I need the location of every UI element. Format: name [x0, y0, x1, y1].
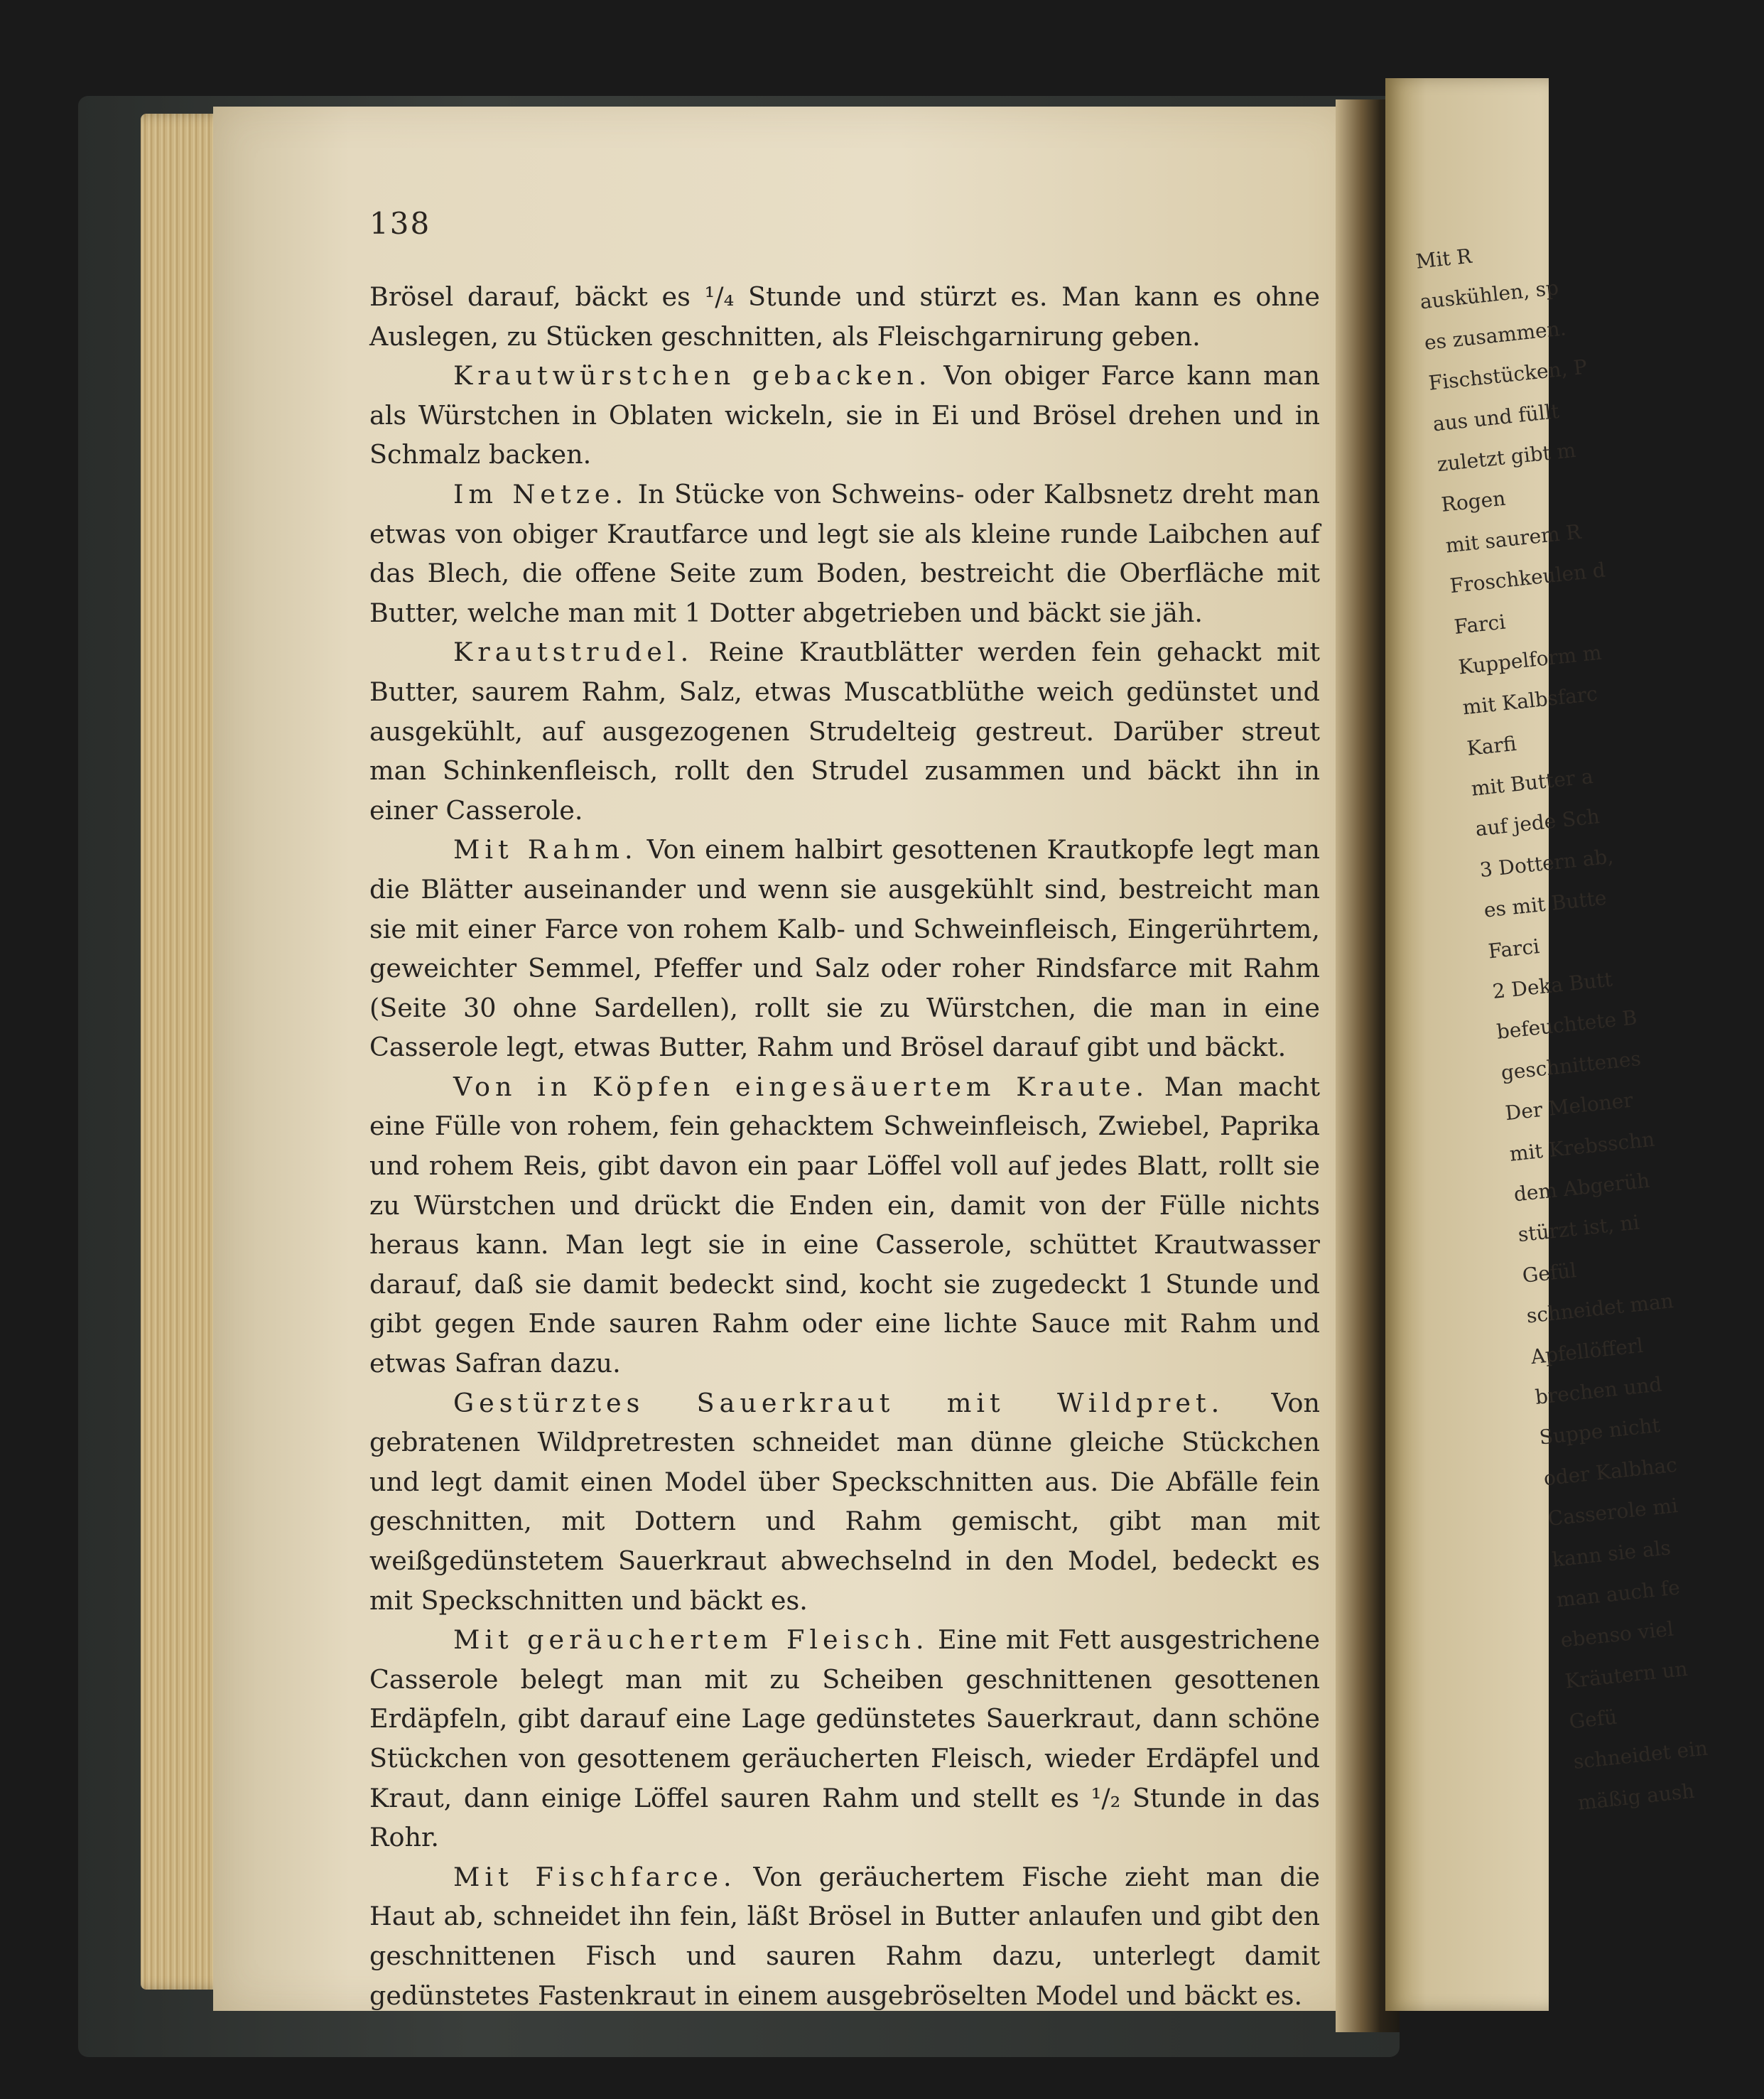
- paragraph-heading: Gestürztes Sauerkraut mit Wildpret.: [453, 1387, 1225, 1418]
- facing-page-line: es mit Butte: [1483, 886, 1608, 922]
- facing-page-line: Karfi: [1466, 731, 1517, 760]
- facing-page-line: Kräutern un: [1564, 1656, 1689, 1693]
- paragraph-text: Von geräuchertem Fische zieht man die Haut ab, schneidet ihn fein, läßt Brösel in Butter anlaufen und gibt den geschnittenen Fisch und sauren Rahm dazu, unterlegt damit gedünstetes Fastenkraut in einem ausgebröselten Model und bäckt es.: [369, 1861, 1320, 2011]
- facing-page-line: Apfellöfferl: [1530, 1333, 1645, 1369]
- facing-page-line: Gefü: [1568, 1705, 1618, 1734]
- facing-page-line: mit Krebsschn: [1508, 1127, 1656, 1166]
- paragraph-heading: Von in Köpfen eingesäuertem Kraute.: [453, 1071, 1149, 1102]
- facing-page-line: es zusammen.: [1423, 316, 1567, 355]
- paragraph-text: In Stücke von Schweins- oder Kalbsnetz dreht man etwas von obiger Krautfarce und legt sie als kleine runde Laibchen auf das Blech, die offene Seite zum Boden, bestreicht die Oberfläche mit Butter, welche man mit 1 Dotter abgetrieben und bäckt sie jäh.: [369, 478, 1320, 628]
- facing-page-line: mäßig aush: [1576, 1779, 1696, 1815]
- paragraph: [369, 1620, 1320, 1857]
- paragraph-text: Von einem halbirt gesottenen Krautkopfe legt man die Blätter auseinander und wenn sie ausgekühlt sind, bestreicht man sie mit einer Farce von rohem Kalb- und Schweinfleisch, Eingerührtem, geweichter Semmel, Pfeffer und Salz oder roher Rindsfarce mit Rahm (Seite 30 ohne Sardellen), rollt sie zu Würstchen, die man in eine Casserole legt, etwas Butter, Rahm und Brösel darauf gibt und bäckt.: [369, 834, 1320, 1063]
- facing-page-line: Froschkeulen d: [1449, 558, 1607, 598]
- paragraph-heading: Mit Fischfarce.: [453, 1861, 737, 1892]
- paragraph-heading: Im Netze.: [453, 478, 629, 509]
- paragraph-heading: Krautstrudel.: [453, 637, 694, 668]
- facing-page-line: 3 Dottern ab,: [1478, 844, 1615, 882]
- facing-page-line: zuletzt gibt m: [1436, 438, 1577, 477]
- facing-page-line: Der Meloner: [1504, 1088, 1635, 1126]
- facing-page-line: Mit R: [1414, 244, 1473, 274]
- facing-page-line: Farci: [1453, 610, 1507, 639]
- page-body-text: [369, 277, 1320, 2015]
- paragraph-heading: Mit geräuchertem Fleisch.: [453, 1624, 929, 1656]
- facing-page-line: kann sie als: [1551, 1535, 1672, 1572]
- paragraph-text: Eine mit Fett ausgestrichene Casserole belegt man mit zu Scheiben geschnittenen gesottenen Erdäpfeln, gibt darauf eine Lage gedünstetes Sauerkraut, dann schöne Stückchen von gesottenem geräucherten Fleisch, wieder Erdäpfel und Kraut, dann einige Löffel sauren Rahm und stellt es ¹/₂ Stunde in das Rohr.: [369, 1624, 1320, 1853]
- facing-page-line: Kuppelform m: [1457, 640, 1603, 679]
- facing-page-line: stürzt ist, ni: [1517, 1210, 1641, 1247]
- facing-page-line: auf jede Sch: [1474, 804, 1601, 841]
- facing-page-line: schneidet man: [1525, 1289, 1675, 1328]
- paragraph-text: Brösel darauf, bäckt es ¹/₄ Stunde und stürzt es. Man kann es ohne Auslegen, zu Stücken geschnitten, als Fleischgarnirung geben.: [369, 281, 1320, 352]
- facing-page-text: [1414, 222, 1764, 1823]
- paragraph-heading: Mit Rahm.: [453, 834, 638, 865]
- paragraph: [369, 1067, 1320, 1383]
- paragraph: [369, 356, 1320, 475]
- facing-page-line: man auch fe: [1555, 1575, 1682, 1612]
- facing-page-line: dem Abgerüh: [1513, 1168, 1651, 1207]
- paragraph-heading: Krautwürstchen gebacken.: [453, 360, 932, 392]
- paragraph: [369, 277, 1320, 356]
- facing-page-line: ebenso viel: [1559, 1617, 1675, 1653]
- paragraph: [369, 1857, 1320, 2015]
- facing-page-line: mit Butter a: [1470, 764, 1595, 801]
- paragraph: [369, 830, 1320, 1067]
- facing-page-line: Suppe nicht: [1538, 1413, 1662, 1450]
- facing-page-line: brechen und: [1534, 1372, 1663, 1409]
- facing-page-line: Fischstücken, P: [1427, 355, 1589, 395]
- facing-page-line: Farci: [1487, 934, 1541, 964]
- facing-page-line: Rogen: [1440, 486, 1507, 517]
- paragraph-text: Von gebratenen Wildpretresten schneidet man dünne gleiche Stückchen und legt damit einen Model über Speckschnitten aus. Die Abfälle fein geschnitten, mit Dottern und Rahm gemischt, gibt man mit weißgedünstetem Sauerkraut abwechselnd in den Model, bedeckt es mit Speckschnitten und bäckt es.: [369, 1387, 1321, 1616]
- facing-page-line: schneidet ein: [1572, 1736, 1709, 1774]
- facing-page-line: auskühlen, sp: [1419, 276, 1560, 314]
- facing-page-line: Gefül: [1521, 1258, 1578, 1288]
- facing-page-line: mit saurem R: [1444, 519, 1582, 558]
- facing-page-line: befeuchtete B: [1495, 1005, 1638, 1045]
- facing-page-line: aus und füllt: [1432, 399, 1561, 436]
- page-number: 138: [369, 206, 431, 241]
- paragraph-text: Von obiger Farce kann man als Würstchen in Oblaten wickeln, sie in Ei und Brösel drehen und in Schmalz backen.: [369, 360, 1320, 470]
- facing-page-line: Casserole mi: [1547, 1494, 1679, 1531]
- facing-page-line: oder Kalbhac: [1542, 1452, 1679, 1491]
- paragraph-text: Reine Krautblätter werden fein gehackt mit Butter, saurem Rahm, Salz, etwas Muscatblüthe weich gedünstet und ausgekühlt, auf ausgezogenen Strudelteig gestreut. Darüber streut man Schinkenfleisch, rollt den Strudel zusammen und bäckt ihn in einer Casserole.: [369, 637, 1320, 826]
- facing-page-line: geschnittenes: [1500, 1046, 1643, 1085]
- facing-page-line: mit Kalbsfarc: [1461, 681, 1599, 720]
- paragraph: [369, 475, 1320, 632]
- paragraph-text: Man macht eine Fülle von rohem, fein gehacktem Schweinfleisch, Zwiebel, Paprika und rohem Reis, gibt davon ein paar Löffel voll auf jedes Blatt, rollt sie zu Würstchen und drückt die Enden ein, damit von der Fülle nichts heraus kann. Man legt sie in eine Casserole, schüttet Krautwasser darauf, daß sie damit bedeckt sind, kocht sie zugedeckt 1 Stunde und gibt gegen Ende sauren Rahm oder eine lichte Sauce mit Rahm und etwas Safran dazu.: [369, 1071, 1320, 1379]
- paragraph: [369, 1383, 1320, 1621]
- right-page: [1385, 78, 1709, 2011]
- paragraph: [369, 632, 1320, 830]
- facing-page-line: 2 Deka Butt: [1491, 967, 1614, 1004]
